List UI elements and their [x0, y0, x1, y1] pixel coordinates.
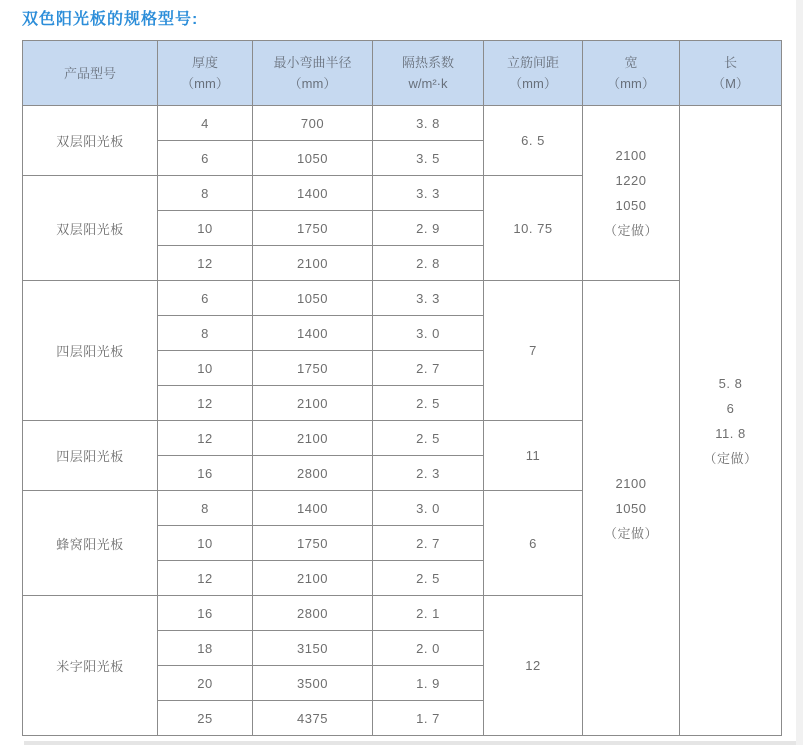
cell-coefficient: 2. 9: [373, 211, 484, 246]
cell-thickness: 25: [158, 701, 253, 736]
cell-product: 四层阳光板: [23, 421, 158, 491]
cell-radius: 2100: [253, 246, 373, 281]
cell-radius: 1750: [253, 211, 373, 246]
cell-thickness: 16: [158, 456, 253, 491]
cell-product: 蜂窝阳光板: [23, 491, 158, 596]
cell-radius: 2800: [253, 456, 373, 491]
col-header-width: 宽 （mm）: [583, 41, 680, 106]
cell-thickness: 8: [158, 316, 253, 351]
cell-coefficient: 1. 7: [373, 701, 484, 736]
cell-coefficient: 2. 5: [373, 421, 484, 456]
cell-thickness: 8: [158, 176, 253, 211]
cell-radius: 1400: [253, 316, 373, 351]
cell-thickness: 10: [158, 526, 253, 561]
cell-product: 双层阳光板: [23, 176, 158, 281]
cell-thickness: 20: [158, 666, 253, 701]
cell-radius: 3150: [253, 631, 373, 666]
cell-coefficient: 2. 3: [373, 456, 484, 491]
header-row: [23, 41, 782, 106]
col-header-thickness: 厚度 （mm）: [158, 41, 253, 106]
cell-coefficient: 3. 3: [373, 176, 484, 211]
cell-rib-spacing: 7: [484, 281, 583, 421]
cell-radius: 1750: [253, 526, 373, 561]
cell-rib-spacing: 12: [484, 596, 583, 736]
cell-rib-spacing: 11: [484, 421, 583, 491]
col-header-rib-spacing: 立筋间距 （mm）: [484, 41, 583, 106]
cell-radius: 2100: [253, 386, 373, 421]
cell-coefficient: 2. 7: [373, 351, 484, 386]
cell-thickness: 18: [158, 631, 253, 666]
cell-width: 2100 1220 1050 （定做）: [583, 106, 680, 281]
cell-thickness: 10: [158, 351, 253, 386]
page-title: 双色阳光板的规格型号:: [22, 11, 199, 28]
table-row: [23, 106, 782, 141]
cell-coefficient: 3. 5: [373, 141, 484, 176]
cell-coefficient: 3. 0: [373, 316, 484, 351]
cell-radius: 700: [253, 106, 373, 141]
cell-coefficient: 3. 8: [373, 106, 484, 141]
cell-radius: 1050: [253, 281, 373, 316]
cell-thickness: 4: [158, 106, 253, 141]
table-row: [23, 281, 782, 316]
cell-coefficient: 2. 5: [373, 561, 484, 596]
cell-thickness: 12: [158, 421, 253, 456]
cell-thickness: 10: [158, 211, 253, 246]
cell-radius: 1400: [253, 491, 373, 526]
cell-product: 米字阳光板: [23, 596, 158, 736]
col-header-product-label: 产品型号: [63, 65, 116, 81]
cell-radius: 2100: [253, 561, 373, 596]
spec-table: [22, 40, 782, 736]
col-header-product: [23, 41, 158, 106]
cell-radius: 2800: [253, 596, 373, 631]
cell-thickness: 6: [158, 281, 253, 316]
cell-coefficient: 2. 1: [373, 596, 484, 631]
cell-coefficient: 2. 5: [373, 386, 484, 421]
cell-coefficient: 3. 3: [373, 281, 484, 316]
cell-radius: 1050: [253, 141, 373, 176]
cell-rib-spacing: 10. 75: [484, 176, 583, 281]
scrollbar-track[interactable]: [796, 0, 803, 745]
col-header-insulation-coefficient: 隔热系数 w/m²·k: [373, 41, 484, 106]
cell-thickness: 12: [158, 386, 253, 421]
cell-coefficient: 1. 9: [373, 666, 484, 701]
cell-product: 双层阳光板: [23, 106, 158, 176]
cell-radius: 1400: [253, 176, 373, 211]
cell-coefficient: 3. 0: [373, 491, 484, 526]
section-divider: [24, 741, 803, 745]
cell-coefficient: 2. 8: [373, 246, 484, 281]
cell-radius: 2100: [253, 421, 373, 456]
cell-length: 5. 8 6 11. 8 （定做）: [680, 106, 782, 736]
cell-radius: 3500: [253, 666, 373, 701]
cell-radius: 1750: [253, 351, 373, 386]
cell-coefficient: 2. 0: [373, 631, 484, 666]
cell-thickness: 12: [158, 246, 253, 281]
cell-thickness: 12: [158, 561, 253, 596]
cell-width: 2100 1050 （定做）: [583, 281, 680, 736]
cell-rib-spacing: 6: [484, 491, 583, 596]
col-header-min-bend-radius: 最小弯曲半径 （mm）: [253, 41, 373, 106]
cell-product: 四层阳光板: [23, 281, 158, 421]
col-header-length: 长 （M）: [680, 41, 782, 106]
cell-thickness: 6: [158, 141, 253, 176]
cell-thickness: 16: [158, 596, 253, 631]
cell-rib-spacing: 6. 5: [484, 106, 583, 176]
cell-thickness: 8: [158, 491, 253, 526]
cell-radius: 4375: [253, 701, 373, 736]
cell-coefficient: 2. 7: [373, 526, 484, 561]
